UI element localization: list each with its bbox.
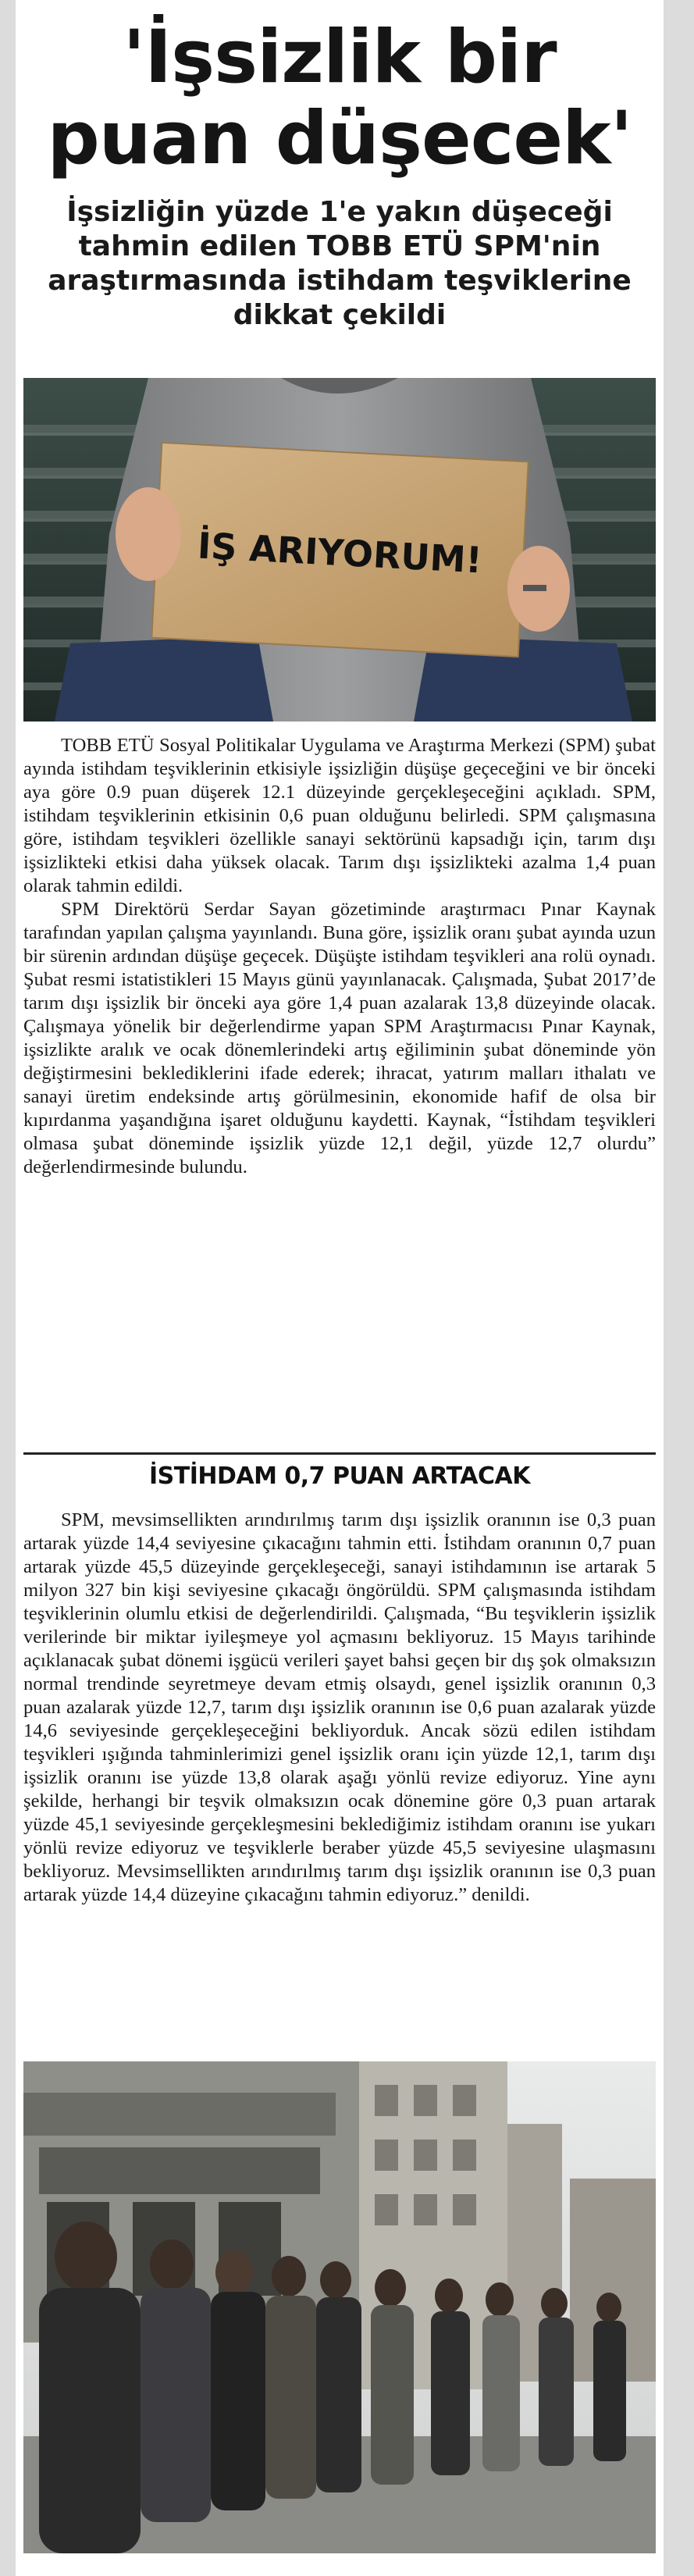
photo-job-seeker-illustration [23,378,656,721]
photo-job-queue-illustration [23,2061,656,2553]
sign-text: İŞ ARIYORUM! [196,524,483,582]
subheadline: İşsizliğin yüzde 1'e yakın düşeceği tahmin edilen TOBB ETÜ SPM'nin araştırmasında istihdam teşviklerine dikkat çekildi [48,196,632,331]
headline-line-2: puan düşecek' [47,96,632,181]
headline-line-1: 'İşsizlik bir [123,15,557,100]
photo-job-queue [23,2061,656,2553]
section-heading-text: İSTİHDAM 0,7 PUAN ARTACAK [141,1463,538,1490]
section-divider [23,1452,656,1494]
newspaper-page [16,0,664,2576]
article-body-part1 [23,734,656,1179]
article-body-part2 [23,1509,656,1907]
paragraph: TOBB ETÜ Sosyal Politikalar Uygulama ve Araştırma Merkezi (SPM) şubat ayında istihdam teşviklerinin etkisiyle işsizliğin düşüşe geçeceğini ve bir önceki aya göre 0.9 puan düşerek 12.1 düzeyinde gerçekleşeceğini açıkladı. SPM, istihdam teşviklerinin etkisinin 0,6 puan olduğunu belirledi. SPM çalışmasına göre, istihdam teşvikleri özellikle sanayi sektörünü kapsadığı için, tarım dışı işsizlikteki etkisi daha yüksek olacak. Tarım dışı işsizlikteki azalma 1,4 puan olarak tahmin edildi. [23,735,656,896]
paragraph: SPM Direktörü Serdar Sayan gözetiminde araştırmacı Pınar Kaynak tarafından yapılan çalışma yayınlandı. Buna göre, işsizlik oranı şubat ayında uzun bir sürenin ardından düşüşe geçecek. Düşüşte istihdam teşvikleri ana rolü oynadı. Şubat resmi istatistikleri 15 Mayıs günü yayınlanacak. Çalışmada, Şubat 2017’de tarım dışı işsizlik bir önceki aya göre 1,4 puan azalarak 13,8 düzeyinde olacak. Çalışmaya yönelik bir değerlendirme yapan SPM Araştırmacısı Pınar Kaynak, işsizlikte aralık ve ocak dönemlerindeki artış eğiliminin şubat döneminde yön değiştirmesini beklediklerini ifade ederek; ihracat, yatırım malları ithalatı ve sanayi üretim endeksinde artış görülmesinin, ekonomide hafif de olsa bir kıpırdanma yaşandığına işaret olduğunu kaydetti. Kaynak, “İstihdam teşvikleri olmasa şubat döneminde işsizlik yüzde 12,1 değil, yüzde 12,7 olurdu” değerlendirmesinde bulundu. [23,899,656,1178]
photo-job-seeker [23,378,656,721]
paragraph: SPM, mevsimsellikten arındırılmış tarım dışı işsizlik oranının ise 0,3 puan artarak yüzde 14,4 seviyesine çıkacağını tahmin etti. İstihdam oranının 0,7 puan artarak yüzde 45,5 düzeyinde gerçekleşeceği, sanayi istihdamının ise artarak 5 milyon 327 bin kişi seviyesine çıkacağı öngörüldü. SPM çalışmasında istihdam teşviklerinin olumlu etkisi de değerlendirildi. Çalışmada, “Bu teşviklerin işsizlik verilerinde bir miktar iyileşmeye yol açmasını bekliyoruz. 15 Mayıs tarihinde açıklanacak şubat dönemi işgücü verileri şayet bahsi geçen bir dış şok olmaksızın normal trendinde seyretmeye devam etmiş olsaydı, genel işsizlik oranının 0,3 puan azalarak yüzde 12,7, tarım dışı işsizlik oranının ise 0,6 puan azalarak yüzde 14,6 seviyesinde gerçekleşeceğini bekliyorduk. Ancak sözü edilen istihdam teşvikleri ışığında tahminlerimizi genel işsizlik oranı için yüzde 12,1, tarım dışı işsizlik oranını ise yüzde 13,8 olarak aşağı yönlü revize ediyoruz. Yine aynı şekilde, herhangi bir teşvik olmaksızın ocak dönemine göre 0,3 puan artarak yüzde 45,1 seviyesinde gerçekleşmesini beklediğimiz istihdam oranını ise yukarı yönlü revize ediyoruz ve teşviklerle beraber yüzde 45,5 seviyesine ulaşmasını bekliyoruz. Mevsimsellikten arındırılmış tarım dışı işsizlik oranının ise 0,3 puan artarak yüzde 14,4 düzeyine çıkacağını tahmin ediyoruz.” denildi. [23,1509,656,1905]
headline [16,0,664,180]
section-heading [23,1463,656,1490]
